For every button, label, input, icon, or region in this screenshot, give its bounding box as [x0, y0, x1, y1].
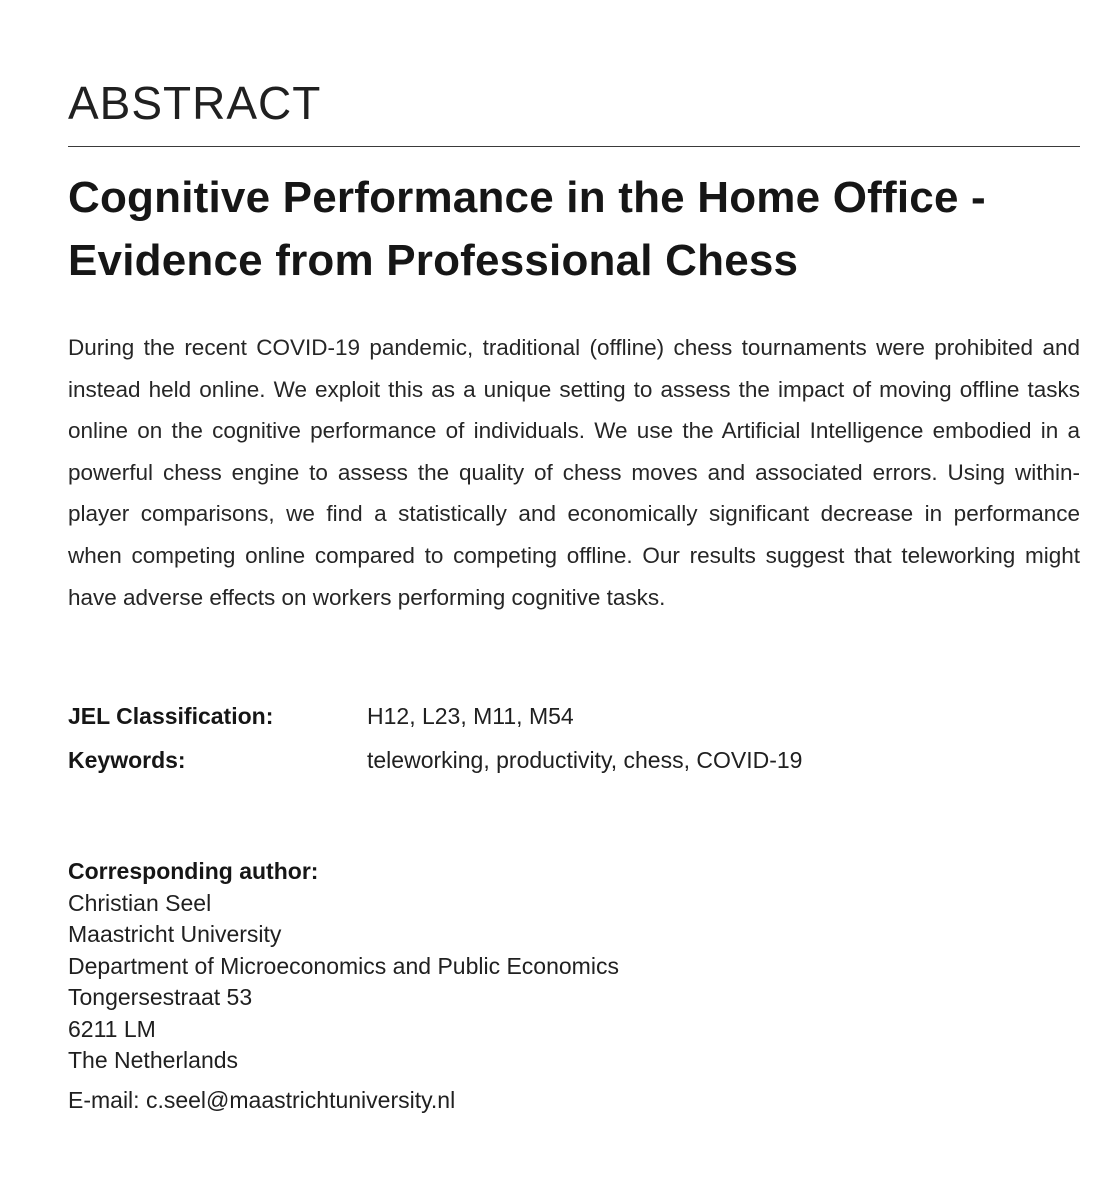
author-street: Tongersestraat 53: [68, 984, 253, 1010]
author-email[interactable]: E-mail: c.seel@maastrichtuniversity.nl: [68, 1086, 456, 1113]
keywords-label: Keywords:: [68, 747, 186, 773]
corresponding-author-block: [68, 856, 1080, 1116]
divider-rule: [68, 146, 1080, 147]
author-postcode: 6211 LM: [68, 1015, 156, 1042]
jel-label: JEL Classification:: [68, 703, 274, 729]
author-country: The Netherlands: [68, 1047, 239, 1073]
contact-heading: Corresponding author:: [68, 858, 319, 884]
classification-block: [68, 696, 1080, 784]
author-institution: Maastricht University: [68, 921, 282, 947]
paper-title: Cognitive Performance in the Home Office - Evidence from Professional Chess: [68, 173, 986, 285]
jel-row: [68, 696, 1080, 740]
keywords-list: teleworking, productivity, chess, COVID-19: [367, 747, 803, 773]
abstract-text: During the recent COVID-19 pandemic, traditional (offline) chess tournaments were prohibited and instead held online. We exploit this as a unique setting to assess the impact of moving offline tasks online on the cognitive performance of individuals. We use the Artificial Intelligence embodied in a powerful chess engine to assess the quality of chess moves and associated errors. Using within-player comparisons, we find a statistically and economically significant decrease in performance when competing online compared to competing offline. Our results suggest that teleworking might have adverse effects on workers performing cognitive tasks.: [68, 335, 1080, 610]
author-name: Christian Seel: [68, 889, 212, 916]
jel-codes: H12, L23, M11, M54: [367, 703, 574, 729]
section-label: ABSTRACT: [68, 77, 322, 129]
author-department: Department of Microeconomics and Public Economics: [68, 952, 619, 979]
keywords-row: [68, 740, 1080, 784]
